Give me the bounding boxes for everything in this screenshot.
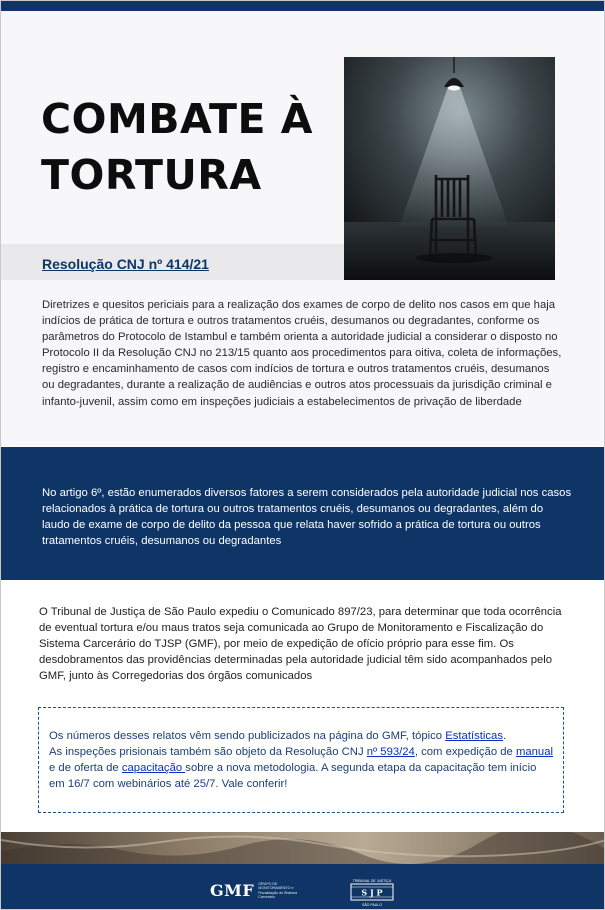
callout-text-closing: sobre a nova metodologia. A segunda etapa da capacitação tem início em 16/7 com webinários até 25/7. Vale conferir! — [49, 762, 537, 791]
tjsp-logo-letters: S J P — [361, 887, 383, 898]
callout-text-training-intro: e de oferta de — [49, 762, 122, 775]
page-title — [41, 91, 331, 203]
chair-under-lamp-photo — [344, 57, 555, 280]
callout-text-manual-intro: , com expedição de — [414, 746, 516, 759]
title-line-1: COMBATE À — [41, 95, 314, 143]
resolution-593-link[interactable]: nº 593/24 — [366, 746, 415, 759]
resolution-link[interactable]: Resolução CNJ nº 414/21 — [42, 256, 209, 272]
gmf-logo-subtitle: GRUPO DE MONITORAMENTO e Fiscalização do Sistema Carcerário — [258, 881, 297, 899]
gmf-logo-word: GMF — [210, 881, 255, 900]
tjsp-logo — [347, 878, 397, 910]
training-link[interactable]: capacitação — [121, 762, 186, 775]
statistics-link[interactable]: Estatísticas — [445, 730, 503, 742]
callout-text-statistics-intro: Os números desses relatos vêm sendo publicizados na página do GMF, tópico — [49, 730, 446, 742]
info-callout-box — [38, 707, 564, 813]
article-paragraph: No artigo 6º, estão enumerados diversos fatores a serem considerados pela autoridade judicial nos casos relacionados à prática de tortura ou outros tratamentos cruéis, desumanos ou degradantes, além do laudo de exame de corpo de delito da pessoa que relata haver sofrido a prática de tortura ou outros tratamentos cruéis, desumanos ou degradantes — [42, 487, 572, 548]
top-accent-bar — [1, 1, 605, 11]
title-line-2: TORTURA — [41, 151, 262, 199]
callout-line-1 — [49, 728, 553, 744]
callout-period: . — [503, 730, 507, 742]
tjsp-logo-top-text: TRIBUNAL DE JUSTIÇA — [352, 879, 392, 883]
communication-paragraph: O Tribunal de Justiça de São Paulo expediu o Comunicado 897/23, para determinar que toda ocorrência de eventual tortura e/ou maus tratos seja comunicada ao Grupo de Monitoramento e Fiscalização do Sistema Carcerário do TJSP (GMF), por meio de expedição de ofício próprio para esse fim. Os desdobramentos das providências determinadas pela autoridade judicial têm sido acompanhados pelo GMF, junto às Corregedorias dos órgãos comunicados — [39, 606, 562, 683]
callout-line-2 — [49, 744, 553, 792]
callout-text-resolution-intro: As inspeções prisionais também são objeto da Resolução CNJ — [49, 746, 367, 759]
manual-link[interactable]: manual — [515, 746, 554, 759]
tjsp-logo-bottom-text: SÃO PAULO — [362, 903, 382, 907]
footer-texture-strip — [1, 832, 605, 864]
intro-paragraph: Diretrizes e quesitos periciais para a realização dos exames de corpo de delito nos casos em que haja indícios de prática de tortura e outros tratamentos cruéis, desumanos ou degradantes, conforme os parâmetros do Protocolo de Istambul e também orienta a autoridade judicial a considerar o disposto no Protocolo II da Resolução CNJ no 213/15 quanto aos procedimentos para oitiva, coleta de informações, registro e encaminhamento de casos com indícios de tortura e outros tratamentos cruéis, desumanos ou degradantes, durante a realização de audiências e outros atos processuais da jurisdição criminal e infanto-juvenil, assim como em inspeções judiciais a estabelecimentos de privação de liberdade — [42, 299, 562, 408]
gmf-logo — [210, 881, 310, 900]
